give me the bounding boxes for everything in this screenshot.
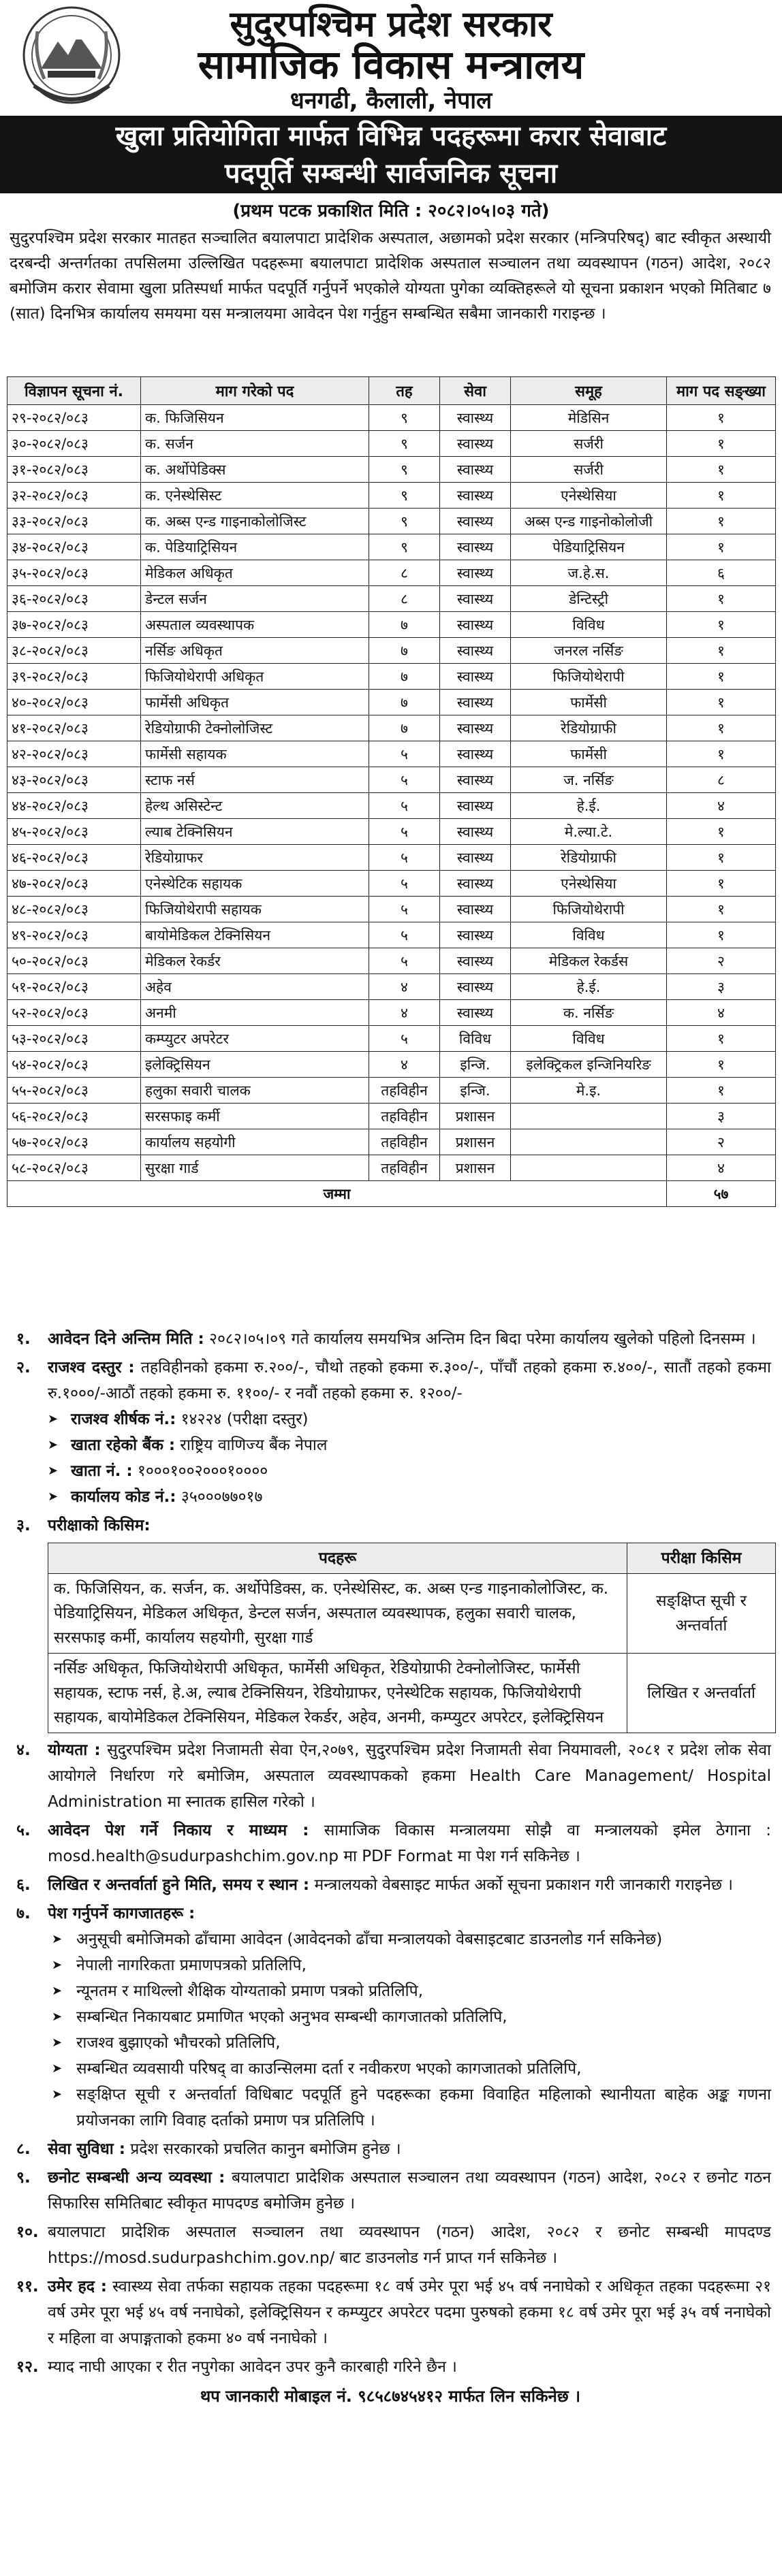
table-row [7,664,776,690]
level-cell: ७ [369,664,440,690]
exam-type-cell: सङ्क्षिप्त सूची र अन्तर्वार्ता [627,1574,776,1654]
level-cell: ७ [369,690,440,715]
service-cell: स्वास्थ्य [440,1000,511,1026]
group-cell: क. नर्सिङ [511,1000,667,1026]
table-row [7,974,776,1000]
post-cell: अहेव [141,974,369,1000]
level-cell: ९ [369,509,440,534]
service-cell: प्रशासन [440,1155,511,1181]
ad-number-cell: ४४-२०८२/०८३ [7,793,141,819]
note-download [10,2219,771,2271]
group-cell: मे.इ. [511,1078,667,1104]
service-cell: स्वास्थ्य [440,948,511,974]
exam-type-cell: लिखित र अन्तर्वार्ता [627,1654,776,1733]
service-cell: प्रशासन [440,1104,511,1129]
service-cell: स्वास्थ्य [440,509,511,534]
count-cell: १ [667,715,776,741]
post-cell: डेन्टल सर्जन [141,586,369,612]
group-cell: रेडियोग्राफी [511,845,667,871]
service-cell: स्वास्थ्य [440,560,511,586]
service-cell: स्वास्थ्य [440,741,511,767]
note-title: परीक्षाको किसिम: [48,1517,151,1534]
level-cell: ९ [369,405,440,431]
level-cell: ४ [369,974,440,1000]
group-cell: एनेस्थेसिया [511,871,667,897]
note-exam-schedule [10,1872,771,1898]
group-cell: फार्मेसी [511,741,667,767]
post-cell: हेल्थ असिस्टेन्ट [141,793,369,819]
note-documents [10,1901,771,1927]
service-cell: इन्जि. [440,1052,511,1078]
level-cell: ५ [369,793,440,819]
ad-number-cell: ५६-२०८२/०८३ [7,1104,141,1129]
level-cell: ५ [369,819,440,845]
table-row [7,1155,776,1181]
notice-title-line-2: पदपूर्ति सम्बन्धी सार्वजनिक सूचना [224,158,558,189]
note-number: १२. [16,2358,39,2376]
service-cell: स्वास्थ्य [440,897,511,922]
level-cell: ५ [369,922,440,948]
note-number: ४. [16,1741,31,1759]
government-name: सुदुरपश्चिम प्रदेश सरकार [230,4,552,45]
count-cell: ३ [667,1104,776,1129]
group-cell: सर्जरी [511,457,667,483]
exam-col-header-posts: पदहरू [48,1543,627,1574]
level-cell: ७ [369,715,440,741]
service-cell: स्वास्थ्य [440,534,511,560]
note-fee [10,1355,771,1406]
group-cell: ज.हे.स. [511,560,667,586]
table-row [7,819,776,845]
post-cell: अस्पताल व्यवस्थापक [141,612,369,638]
post-cell: क. फिजिसियन [141,405,369,431]
col-header-group: समूह [511,377,667,405]
ministry-name: सामाजिक विकास मन्त्रालय [198,42,584,88]
account-number-line: ➤ खाता नं. : १०००१००२०००१०००० [10,1458,771,1484]
post-cell: रेडियोग्राफर [141,845,369,871]
service-cell: स्वास्थ्य [440,922,511,948]
group-cell: अब्स एन्ड गाइनोकोलोजी [511,509,667,534]
count-cell: १ [667,431,776,457]
count-cell: १ [667,534,776,560]
service-cell: स्वास्थ्य [440,586,511,612]
post-cell: बायोमेडिकल टेक्निसियन [141,922,369,948]
group-cell: विविध [511,612,667,638]
revenue-head-line: ➤ राजश्व शीर्षक नं.: १४२२४ (परीक्षा दस्तुर) [10,1406,771,1432]
table-row [7,1052,776,1078]
count-cell: ३ [667,974,776,1000]
group-cell: रेडियोग्राफी [511,715,667,741]
service-cell: स्वास्थ्य [440,431,511,457]
post-cell: फिजियोथेरापी सहायक [141,897,369,922]
level-cell: तहविहीन [369,1129,440,1155]
note-text: २०८२।०५।०९ गते कार्यालय समयभित्र अन्तिम दिन बिदा परेमा कार्यालय खुलेको पहिलो दिनसम्म । [209,1330,756,1348]
ad-number-cell: ४९-२०८२/०८३ [7,922,141,948]
note-age-limit [10,2274,771,2351]
ad-number-cell: ३९-२०८२/०८३ [7,664,141,690]
count-cell: १ [667,1026,776,1052]
ad-number-cell: ४५-२०८२/०८३ [7,819,141,845]
group-cell: ज. नर्सिङ [511,767,667,793]
total-label: जम्मा [7,1181,667,1207]
note-number: ६. [16,1876,31,1894]
table-row [7,1000,776,1026]
ad-number-cell: ५०-२०८२/०८३ [7,948,141,974]
level-cell: ७ [369,612,440,638]
posts-table [7,376,776,1207]
level-cell: तहविहीन [369,1155,440,1181]
note-submission [10,1818,771,1869]
table-row [7,845,776,871]
group-cell: एनेस्थेसिया [511,483,667,509]
post-cell: मेडिकल अधिकृत [141,560,369,586]
note-title: सेवा सुविधा : [48,2140,125,2158]
note-text: म्याद नाघी आएका र रीत नपुगेका आवेदन उपर कुनै कारबाही गरिने छैन । [48,2358,457,2376]
table-row [7,534,776,560]
group-cell: इलेक्ट्रिकल इन्जिनियरिङ [511,1052,667,1078]
post-cell: स्टाफ नर्स [141,767,369,793]
note-service-benefits [10,2136,771,2162]
post-cell: हलुका सवारी चालक [141,1078,369,1104]
notice-title-banner [0,116,782,193]
list-item: ➤ न्यूनतम र माथिल्लो शैक्षिक योग्यताको प्रमाण पत्रको प्रतिलिपि, [10,1978,771,2004]
note-late-applications [10,2354,771,2380]
group-cell: मेडिकल रेकर्डस [511,948,667,974]
ad-number-cell: ५३-२०८२/०८३ [7,1026,141,1052]
group-cell: मे.ल्या.टे. [511,819,667,845]
ad-number-cell: २९-२०८२/०८३ [7,405,141,431]
bank-line: ➤ खाता रहेको बैंक : राष्ट्रिय वाणिज्य बैंक नेपाल [10,1432,771,1458]
service-cell: स्वास्थ्य [440,457,511,483]
documents-list [10,1927,771,2134]
service-cell: स्वास्थ्य [440,664,511,690]
group-cell: फिजियोथेरापी [511,664,667,690]
note-text: सामाजिक विकास मन्त्रालयमा सोझै वा मन्त्रालयको इमेल ठेगाना : mosd.health@sudurpashchim.gov.np मा PDF Format मा पेश गर्न सकिनेछ । [48,1822,771,1865]
count-cell: १ [667,586,776,612]
table-row [7,586,776,612]
count-cell: ४ [667,1155,776,1181]
level-cell: ५ [369,948,440,974]
ad-number-cell: ५५-२०८२/०८३ [7,1078,141,1104]
count-cell: १ [667,664,776,690]
count-cell: १ [667,457,776,483]
service-cell: स्वास्थ्य [440,483,511,509]
note-number: ३. [16,1517,31,1534]
exam-posts-cell: नर्सिङ अधिकृत, फिजियोथेरापी अधिकृत, फार्मेसी अधिकृत, रेडियोग्राफी टेक्नोलोजिस्ट, फार्मेसी सहायक, स्टाफ नर्स, हे.अ, ल्याब टेक्निसियन, रेडियोग्राफर, एनेस्थेटिक सहायक, फिजियोथेरापी सहायक, बायोमेडिकल टेक्निसियन, मेडिकल रेकर्डर, अहेव, अनमी, कम्प्युटर अपरेटर, इलेक्ट्रिसियन [48,1654,627,1733]
group-cell: सर्जरी [511,431,667,457]
posts-table-body [7,405,776,1181]
count-cell: २ [667,1129,776,1155]
list-item: ➤ अनुसूची बमोजिमको ढाँचामा आवेदन (आवेदनको ढाँचा मन्त्रालयको वेबसाइटबाट डाउनलोड गर्न सकिनेछ) [10,1927,771,1952]
col-header-ad-number: विज्ञापन सूचना नं. [7,377,141,405]
service-cell: स्वास्थ्य [440,871,511,897]
post-cell: फार्मेसी सहायक [141,741,369,767]
table-row [7,793,776,819]
notice-title-line-1: खुला प्रतियोगिता मार्फत विभिन्न पदहरूमा करार सेवाबाट [115,120,667,152]
post-cell: क. पेडियाट्रिसियन [141,534,369,560]
note-title: आवेदन दिने अन्तिम मिति : [48,1330,204,1348]
table-row [7,560,776,586]
list-item: ➤ सङ्क्षिप्त सूची र अन्तर्वार्ता विधिबाट पदपूर्ति हुने पदहरूका हकमा विवाहित महिलाको स्थानीयता बाहेक अङ्क गणना प्रयोजनका लागि विवाह दर्ताको प्रमाण पत्र प्रतिलिपि । [10,2082,771,2134]
ad-number-cell: ४१-२०८२/०८३ [7,715,141,741]
ad-number-cell: ३१-२०८२/०८३ [7,457,141,483]
exam-row [48,1654,776,1733]
table-row [7,1129,776,1155]
intro-paragraph: सुदुरपश्चिम प्रदेश सरकार मातहत सञ्चालित बयालपाटा प्रादेशिक अस्पताल, अछामको प्रदेश सरकार (मन्त्रिपरिषद्) बाट स्वीकृत अस्थायी दरबन्दी अन्तर्गतका तपसिलमा उल्लिखित पदहरूमा बयालपाटा प्रादेशिक अस्पताल सञ्चालन तथा व्यवस्थापन (गठन) आदेश, २०८२ बमोजिम करार सेवामा खुला प्रतिस्पर्धा मार्फत पदपूर्ति गर्नुपर्ने भएकोले योग्यता पुगेका व्यक्तिहरूले यो सूचना प्रकाशन भएको मितिबाट ७ (सात) दिनभित्र कार्यालय समयमा यस मन्त्रालयमा आवेदन पेश गर्नुहुन सम्बन्धित सबैमा जानकारी गराइन्छ । [10,229,771,323]
ad-number-cell: ३५-२०८२/०८३ [7,560,141,586]
post-cell: नर्सिङ अधिकृत [141,638,369,664]
group-cell: जनरल नर्सिङ [511,638,667,664]
list-item: ➤ सम्बन्धित निकायबाट प्रमाणित भएको अनुभव सम्बन्धी कागजातको प्रतिलिपि, [10,2004,771,2030]
count-cell: १ [667,1052,776,1078]
level-cell: ४ [369,1052,440,1078]
service-cell: स्वास्थ्य [440,715,511,741]
post-cell: कम्प्युटर अपरेटर [141,1026,369,1052]
count-cell: १ [667,871,776,897]
exam-col-header-type: परीक्षा किसिम [627,1543,776,1574]
total-value: ५७ [667,1181,776,1207]
level-cell: ८ [369,586,440,612]
col-header-post: माग गरेको पद [141,377,369,405]
posts-total-row [7,1181,776,1207]
exam-row [48,1574,776,1654]
ad-number-cell: ५८-२०८२/०८३ [7,1155,141,1181]
note-title: छनोट सम्बन्धी अन्य व्यवस्था : [48,2169,225,2187]
level-cell: ५ [369,741,440,767]
group-cell: फिजियोथेरापी [511,897,667,922]
post-cell: कार्यालय सहयोगी [141,1129,369,1155]
ad-number-cell: ५७-२०८२/०८३ [7,1129,141,1155]
col-header-count: माग पद सङ्ख्या [667,377,776,405]
group-cell [511,1129,667,1155]
level-cell: ९ [369,457,440,483]
note-title: लिखित र अन्तर्वार्ता हुने मिति, समय र स्थान : [48,1876,310,1894]
post-cell: अनमी [141,1000,369,1026]
ad-number-cell: ४७-२०८२/०८३ [7,871,141,897]
table-row [7,1026,776,1052]
post-cell: मेडिकल रेकर्डर [141,948,369,974]
note-title: उमेर हद : [48,2278,107,2296]
count-cell: १ [667,819,776,845]
note-exam-type [10,1513,771,1539]
note-number: १०. [16,2223,39,2241]
group-cell [511,1155,667,1181]
level-cell: ९ [369,534,440,560]
ad-number-cell: ३०-२०८२/०८३ [7,431,141,457]
service-cell: प्रशासन [440,1129,511,1155]
count-cell: १ [667,922,776,948]
group-cell [511,1104,667,1129]
post-cell: सरसफाइ कर्मी [141,1104,369,1129]
table-row [7,509,776,534]
count-cell: ८ [667,767,776,793]
service-cell: स्वास्थ्य [440,974,511,1000]
service-cell: स्वास्थ्य [440,612,511,638]
ad-number-cell: ३७-२०८२/०८३ [7,612,141,638]
table-row [7,457,776,483]
table-row [7,638,776,664]
service-cell: स्वास्थ्य [440,690,511,715]
count-cell: १ [667,690,776,715]
group-cell: विविध [511,1026,667,1052]
table-row [7,1104,776,1129]
post-cell: रेडियोग्राफी टेक्नोलोजिस्ट [141,715,369,741]
table-row [7,690,776,715]
table-row [7,715,776,741]
table-row [7,431,776,457]
level-cell: ७ [369,638,440,664]
note-title: पेश गर्नुपर्ने कागजातहरू : [48,1905,196,1922]
table-row [7,948,776,974]
service-cell: इन्जि. [440,1078,511,1104]
ad-number-cell: ४०-२०८२/०८३ [7,690,141,715]
note-text: मन्त्रालयको वेबसाइट मार्फत अर्को सूचना प्रकाशन गरी जानकारी गराइनेछ । [314,1876,734,1894]
table-row [7,741,776,767]
group-cell: पेडियाट्रिसियन [511,534,667,560]
note-number: ९. [16,2169,31,2187]
level-cell: तहविहीन [369,1078,440,1104]
notes-section [10,1326,771,2410]
list-item: ➤ नेपाली नागरिकता प्रमाणपत्रको प्रतिलिपि, [10,1952,771,1978]
note-text: प्रदेश सरकारको प्रचलित कानुन बमोजिम हुनेछ । [130,2140,401,2158]
table-row [7,1078,776,1104]
count-cell: १ [667,897,776,922]
table-row [7,612,776,638]
ad-number-cell: ४८-२०८२/०८३ [7,897,141,922]
service-cell: विविध [440,1026,511,1052]
ad-number-cell: ४३-२०८२/०८३ [7,767,141,793]
note-qualification [10,1737,771,1815]
post-cell: फार्मेसी अधिकृत [141,690,369,715]
group-cell: हे.ई. [511,793,667,819]
note-text: बयालपाटा प्रादेशिक अस्पताल सञ्चालन तथा व्यवस्थापन (गठन) आदेश, २०८२ र छनोट सम्बन्धी मापदण्ड https://mosd.sudurpashchim.gov.np/ बाट डाउनलोड गर्न प्राप्त गर्न सकिनेछ । [48,2223,771,2267]
posts-table-header [7,377,776,405]
note-selection [10,2165,771,2217]
level-cell: ४ [369,1000,440,1026]
count-cell: १ [667,1078,776,1104]
exam-type-table [48,1543,776,1733]
publication-date: (प्रथम पटक प्रकाशित मिति : २०८२।०५।०३ गते) [232,201,550,221]
count-cell: १ [667,612,776,638]
list-item: ➤ सम्बन्धित व्यवसायी परिषद् वा काउन्सिलमा दर्ता र नवीकरण भएको कागजातको प्रतिलिपि, [10,2056,771,2082]
note-text: बयालपाटा प्रादेशिक अस्पताल सञ्चालन तथा व्यवस्थापन (गठन) आदेश, २०८२ र छनोट गठन सिफारिस समितिबाट स्वीकृत मापदण्ड बमोजिम हुनेछ । [48,2169,771,2212]
note-number: ११. [16,2278,39,2296]
level-cell: ५ [369,871,440,897]
count-cell: १ [667,638,776,664]
ad-number-cell: ३३-२०८२/०८३ [7,509,141,534]
ad-number-cell: ३२-२०८२/०८३ [7,483,141,509]
ad-number-cell: ५२-२०८२/०८३ [7,1000,141,1026]
group-cell: हे.ई. [511,974,667,1000]
note-title: राजश्व दस्तुर : [48,1359,135,1376]
group-cell: फार्मेसी [511,690,667,715]
post-cell: ल्याब टेक्निसियन [141,819,369,845]
post-cell: क. अर्थोपेडिक्स [141,457,369,483]
post-cell: एनेस्थेटिक सहायक [141,871,369,897]
count-cell: ४ [667,793,776,819]
count-cell: ४ [667,1000,776,1026]
note-deadline [10,1326,771,1352]
table-row [7,767,776,793]
post-cell: क. सर्जन [141,431,369,457]
level-cell: ९ [369,483,440,509]
post-cell: क. अब्स एन्ड गाइनाकोलोजिस्ट [141,509,369,534]
group-cell: डेन्टिस्ट्री [511,586,667,612]
ad-number-cell: ४६-२०८२/०८३ [7,845,141,871]
table-row [7,405,776,431]
table-row [7,897,776,922]
note-number: १. [16,1330,31,1348]
post-cell: सुरक्षा गार्ड [141,1155,369,1181]
service-cell: स्वास्थ्य [440,767,511,793]
ad-number-cell: ३८-२०८२/०८३ [7,638,141,664]
ministry-address: धनगढी, कैलाली, नेपाल [290,87,492,114]
note-number: २. [16,1359,31,1376]
group-cell: विविध [511,922,667,948]
level-cell: ५ [369,845,440,871]
level-cell: ९ [369,431,440,457]
note-number: ५. [16,1822,31,1839]
count-cell: १ [667,845,776,871]
ad-number-cell: ५१-२०८२/०८३ [7,974,141,1000]
note-text: स्वास्थ्य सेवा तर्फका सहायक तहका पदहरूमा १८ वर्ष उमेर पूरा भई ४५ वर्ष ननाघेको र अधिकृत तहका पदहरूमा २१ वर्ष उमेर पूरा भई ४५ वर्ष ननाघेको, इलेक्ट्रिसियन र कम्प्युटर अपरेटर पदमा पुरुषको हकमा १८ वर्ष उमेर पूरा भई ३५ वर्ष ननाघेको र महिला वा अपाङ्गताको हकमा ४० वर्ष ननाघेको । [48,2278,772,2347]
level-cell: तहविहीन [369,1104,440,1129]
service-cell: स्वास्थ्य [440,405,511,431]
col-header-service: सेवा [440,377,511,405]
count-cell: ६ [667,560,776,586]
ad-number-cell: ४२-२०८२/०८३ [7,741,141,767]
note-title: आवेदन पेश गर्ने निकाय र माध्यम : [48,1822,309,1839]
col-header-level: तह [369,377,440,405]
service-cell: स्वास्थ्य [440,638,511,664]
post-cell: क. एनेस्थेसिस्ट [141,483,369,509]
level-cell: ५ [369,1026,440,1052]
level-cell: ५ [369,897,440,922]
contact-footer: थप जानकारी मोबाइल नं. ९८५८७४५४१२ मार्फत लिन सकिनेछ । [200,2387,581,2406]
list-item: ➤ राजश्व बुझाएको भौचरको प्रतिलिपि, [10,2030,771,2056]
office-code-line: ➤ कार्यालय कोड नं.: ३५०००७७०१७ [10,1484,771,1510]
service-cell: स्वास्थ्य [440,793,511,819]
note-text: सुदुरपश्चिम प्रदेश निजामती सेवा ऐन,२०७९, सुदुरपश्चिम प्रदेश निजामती सेवा नियमावली, २०८१ र प्रदेश लोक सेवा आयोगले निर्धारण गरे बमोजिम, अस्पताल व्यवस्थापकको हकमा Health Care Management/ Hospital Administration मा स्नातक हासिल गरेको । [48,1741,772,1811]
group-cell: मेडिसिन [511,405,667,431]
note-text: तहविहीनको हकमा रु.२००/-, चौथो तहको हकमा रु.३००/-, पाँचौं तहको हकमा रु.४००/-, सातौं तहको हकमा रु.१०००/-आठौं तहको हकमा रु. ११००/- र नवौं तहको हकमा रु. १२००/- [48,1359,771,1402]
exam-posts-cell: क. फिजिसियन, क. सर्जन, क. अर्थोपेडिक्स, क. एनेस्थेसिस्ट, क. अब्स एन्ड गाइनाकोलोजिस्ट, क. पेडियाट्रिसियन, मेडिकल अधिकृत, डेन्टल सर्जन, अस्पताल व्यवस्थापक, हलुका सवारी चालक, सरसफाइ कर्मी, कार्यालय सहयोगी, सुरक्षा गार्ड [48,1574,627,1654]
ad-number-cell: ३६-२०८२/०८३ [7,586,141,612]
note-number: ७. [16,1905,31,1922]
header [0,0,782,114]
post-cell: फिजियोथेरापी अधिकृत [141,664,369,690]
count-cell: १ [667,509,776,534]
ad-number-cell: ३४-२०८२/०८३ [7,534,141,560]
table-row [7,871,776,897]
note-number: ८. [16,2140,31,2158]
note-title: योग्यता : [48,1741,101,1759]
count-cell: १ [667,405,776,431]
table-row [7,922,776,948]
level-cell: ८ [369,560,440,586]
count-cell: १ [667,483,776,509]
count-cell: १ [667,741,776,767]
service-cell: स्वास्थ्य [440,819,511,845]
service-cell: स्वास्थ्य [440,845,511,871]
ad-number-cell: ५४-२०८२/०८३ [7,1052,141,1078]
post-cell: इलेक्ट्रिसियन [141,1052,369,1078]
table-row [7,483,776,509]
count-cell: २ [667,948,776,974]
level-cell: ५ [369,767,440,793]
